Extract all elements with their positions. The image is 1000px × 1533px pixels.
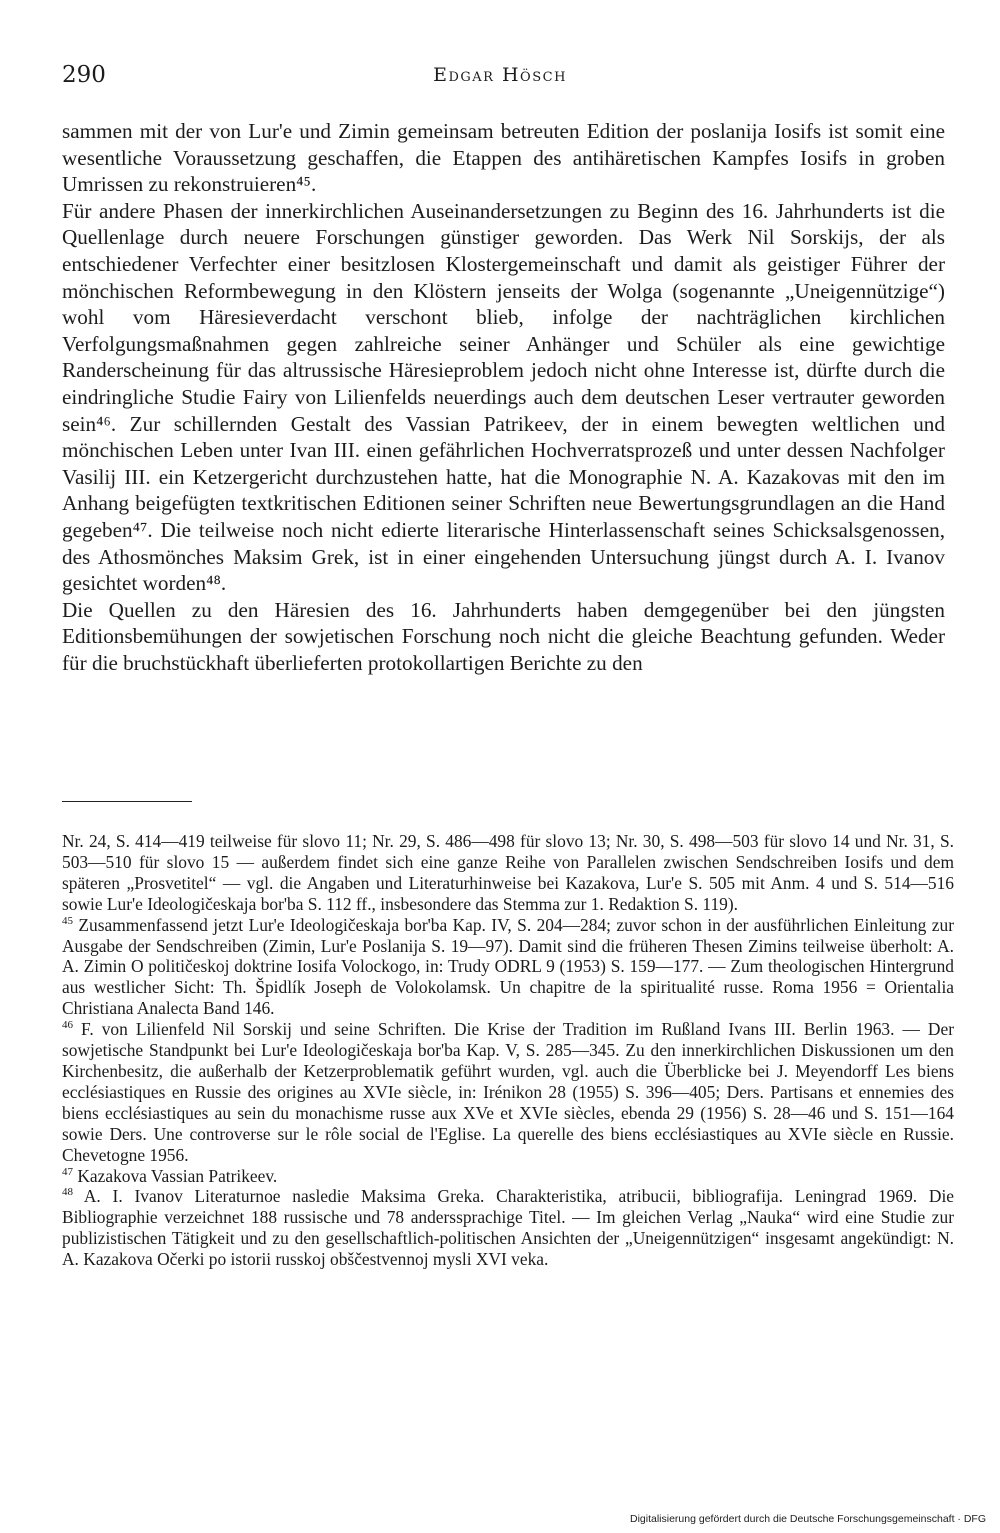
footnote-text: Kazakova Vassian Patrikeev.	[77, 1165, 278, 1186]
body-paragraph: Für andere Phasen der innerkirchlichen Auseinandersetzungen zu Beginn des 16. Jahrhunderts ist die Quellenlage durch neuere Forschungen günstiger geworden. Das Werk Nil Sorskijs, der als entschiedener Verfechter einer besitzlosen Klostergemeinschaft und damit als geistiger Führer der mönchischen Reformbewegung in den Klöstern jenseits der Wolga (sogenannte „Uneigennützige“) wohl vom Häresieverdacht verschont blieb, infolge der nachträglichen kirchlichen Verfolgungsmaßnahmen gegen zahlreiche seiner Anhänger und Schüler als eine gewichtige Randerscheinung für das altrussische Häresieproblem jedoch nicht ohne Interesse ist, dürfte durch die eindringliche Studie Fairy von Lilienfelds neuerdings auch dem deutschen Leser vertrauter geworden sein⁴⁶. Zur schillernden Gestalt des Vassian Patrikeev, der in einem bewegten weltlichen und mönchischen Leben unter Ivan III. einen gefährlichen Hochverratsprozeß und unter dessen Nachfolger Vasilij III. ein Ketzergericht durchzustehen hatte, hat die Monographie N. A. Kazakovas mit den im Anhang beigefügten textkritischen Editionen seiner Schriften neue Bewertungsgrundlagen an die Hand gegeben⁴⁷. Die teilweise noch nicht edierte literarische Hinterlassenschaft seines Schicksalsgenossen, des Athosmönches Maksim Grek, ist in einer eingehenden Untersuchung jüngst durch A. I. Ivanov gesichtet worden⁴⁸.	[62, 198, 945, 596]
footnote-mark: 45	[62, 914, 73, 927]
footnote-47	[62, 1166, 954, 1187]
page-number: 290	[62, 62, 106, 88]
page-header	[62, 62, 938, 96]
footnote-text: F. von Lilienfeld Nil Sorskij und seine Schriften. Die Krise der Tradition im Rußland Ivans III. Berlin 1963. — Der sowjetische Standpunkt bei Lur'e Ideologičeskaja bor'ba Kap. V, S. 285—345. Zu den innerkirchlichen Diskussionen um den Kirchenbesitz, die außerhalb der Ketzerproblematik geführt wurden, vgl. auch die Überblicke bei J. Meyendorff Les biens ecclésiastiques en Russie des origines au XVIe siècle, in: Irénikon 28 (1955) S. 396—405; Ders. Partisans et ennemies des biens ecclésiastiques au sein du monachisme russe aux XVe et XVIe siècles, ebenda 29 (1956) S. 28—46 und S. 151—164 sowie Ders. Une controverse sur le rôle social de l'Eglise. La querelle des biens ecclésiastiques au XVIe siècle en Russie. Chevetogne 1956.	[62, 1019, 954, 1165]
footnote-text: A. I. Ivanov Literaturnoe nasledie Maksima Greka. Charakteristika, atribucii, bibliografija. Leningrad 1969. Die Bibliographie verzeichnet 188 russische und 78 anderssprachige Titel. — Im gleichen Verlag „Nauka“ wird eine Studie zur publizistischen Tätigkeit und zu den gesellschaftlich-politischen Ansichten der „Uneigennützigen“ insgesamt angekündigt: N. A. Kazakova Očerki po istorii russkoj obščestvennoj mysli XVI veka.	[62, 1186, 955, 1270]
footnote-text: Zusammenfassend jetzt Lur'e Ideologičeskaja bor'ba Kap. IV, S. 204—284; zuvor schon in der ausführlichen Einleitung zur Ausgabe der Sendschreiben (Zimin, Lur'e Poslanija S. 19—97). Damit sind die früheren Thesen Zimins teilweise überholt: A. A. Zimin O političeskoj doktrine Iosifa Volockogo, in: Trudy ODRL 9 (1953) S. 159—177. — Zum theologischen Hintergrund aus westlicher Sicht: Th. Špidlík Joseph de Volokolamsk. Un chapitre de la spiritualité russe. Roma 1956 = Orientalia Christiana Analecta Band 146.	[62, 914, 954, 1019]
footnote-45	[62, 915, 954, 1020]
body-text	[62, 118, 945, 676]
body-paragraph: Die Quellen zu den Häresien des 16. Jahrhunderts haben demgegenüber bei den jüngsten Editionsbemühungen der sowjetischen Forschung noch nicht die gleiche Beachtung gefunden. Weder für die bruchstückhaft überlieferten protokollartigen Berichte zu den	[62, 597, 945, 675]
dfg-watermark: Digitalisierung gefördert durch die Deutsche Forschungsgemeinschaft · DFG	[629, 1513, 986, 1525]
body-paragraph: sammen mit der von Lur'e und Zimin gemeinsam betreuten Edition der poslanija Iosifs ist somit eine wesentliche Voraussetzung geschaffen, die Etappen des antihäretischen Kampfes Iosifs in groben Umrissen zu rekonstruieren⁴⁵.	[62, 119, 945, 197]
footnote-continuation: Nr. 24, S. 414—419 teilweise für slovo 11; Nr. 29, S. 486—498 für slovo 13; Nr. 30, S. 498—503 für slovo 14 und Nr. 31, S. 503—510 für slovo 15 — außerdem findet sich eine ganze Reihe von Parallelen zwischen Sendschreiben Iosifs und dem späteren „Prosvetitel“ — vgl. die Angaben und Literaturhinweise bei Kazakova, Lur'e S. 505 mit Anm. 4 und S. 514—516 sowie Lur'e Ideologičeskaja bor'ba S. 112 ff., insbesondere das Stemma zur 1. Redaktion S. 119).	[62, 831, 954, 914]
footnotes	[62, 831, 954, 1270]
running-head: Edgar Hösch	[433, 64, 567, 86]
footnote-46	[62, 1019, 954, 1165]
footnote-divider	[62, 801, 192, 802]
footnote-mark: 46	[62, 1019, 73, 1032]
footnote-mark: 47	[62, 1165, 73, 1178]
footnote-mark: 48	[62, 1186, 73, 1199]
footnote-48	[62, 1186, 954, 1270]
